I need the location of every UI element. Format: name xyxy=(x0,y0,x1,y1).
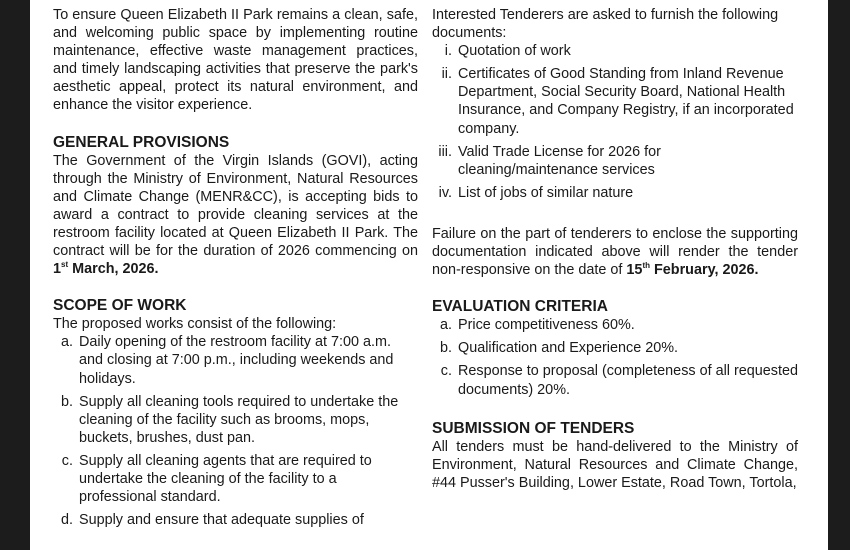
list-item: b. Qualification and Experience 20%. xyxy=(439,340,678,357)
general-provisions-body: The Government of the Virgin Islands (GOVI), acting through the Ministry of Environment, Natural Resources and Climate Change (MENR&CC), is accepting bids to award a contract to provide cleaning services at the restroom facility located at Queen Elizabeth II Park. The contract will be for the duration of 2026 commencing on xyxy=(53,152,418,260)
documents-list xyxy=(432,42,798,202)
commencement-date: 1st March, 2026. xyxy=(53,260,159,278)
evaluation-list xyxy=(432,316,798,398)
left-column xyxy=(53,6,418,529)
deadline-date: 15th February, 2026. xyxy=(626,261,759,279)
list-item: a. Daily opening of the restroom facility at 7:00 a.m. and closing at 7:00 p.m., including weekends and holidays. xyxy=(60,334,394,387)
right-column xyxy=(432,6,798,492)
list-item: iv. List of jobs of similar nature xyxy=(438,184,634,201)
list-item: a. Price competitiveness 60%. xyxy=(439,317,635,334)
list-item: i. Quotation of work xyxy=(444,43,571,60)
submission-heading: SUBMISSION OF TENDERS xyxy=(432,419,635,437)
evaluation-criteria-heading: EVALUATION CRITERIA xyxy=(432,298,608,316)
scope-intro: The proposed works consist of the following: xyxy=(53,316,337,333)
list-item: iii. Valid Trade License for 2026 for cleaning/maintenance services xyxy=(438,143,661,178)
documents-intro: Interested Tenderers are asked to furnish the following documents: xyxy=(432,7,779,42)
list-item: c. Response to proposal (completeness of all requested documents) 20%. xyxy=(440,363,798,398)
list-item: d. Supply and ensure that adequate supplies of xyxy=(60,512,364,529)
intro-paragraph: To ensure Queen Elizabeth II Park remains a clean, safe, and welcoming public space by implementing routine maintenance, effective waste management practices, and timely landscaping activities that preserve the park's aesthetic appeal, protect its natural environment, and enhance the visitor experience. xyxy=(53,7,418,114)
submission-text: All tenders must be hand-delivered to the Ministry of Environment, Natural Resources and Climate Change, #44 Pusser's Building, Lower Estate, Road Town, Tortola, xyxy=(432,438,798,491)
list-item: b. Supply all cleaning tools required to undertake the cleaning of the facility such as brooms, mops, buckets, brushes, dust pan. xyxy=(60,393,399,446)
scope-list xyxy=(53,333,418,529)
general-provisions-text xyxy=(53,152,418,279)
list-item: c. Supply all cleaning agents that are required to undertake the cleaning of the facility to a professional standard. xyxy=(61,452,372,506)
document-page xyxy=(30,0,828,550)
general-provisions-heading: GENERAL PROVISIONS xyxy=(53,133,230,151)
failure-paragraph: Failure on the part of tenderers to enclose the supporting documentation indicated above will render the tender non-responsive on the date of 15th February, 2026. xyxy=(432,225,798,279)
scope-of-work-heading: SCOPE OF WORK xyxy=(53,297,187,315)
list-item: ii. Certificates of Good Standing from Inland Revenue Department, Social Security Board, National Health Insurance, and Company Registry, if an incorporated company. xyxy=(441,66,794,137)
